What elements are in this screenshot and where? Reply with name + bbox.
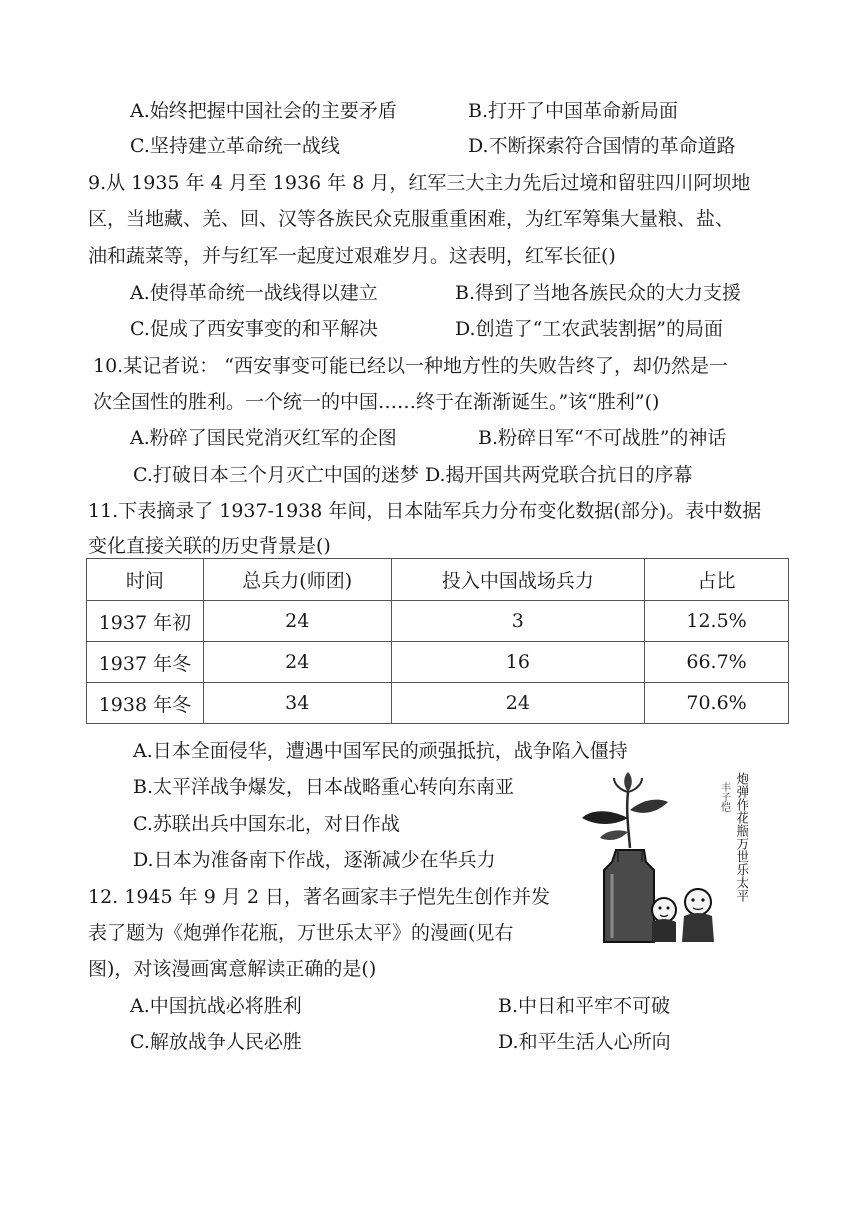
q12-option-c: C.解放战争人民必胜: [130, 1031, 302, 1053]
table-cell: 1937 年初: [87, 601, 204, 642]
table-cell: 24: [391, 683, 645, 724]
q11-option-d: D.日本为准备南下作战，逐渐减少在华兵力: [133, 849, 496, 871]
table-cell: 12.5%: [645, 601, 789, 642]
q9-stem-line3: 油和蔬菜等，并与红军一起度过艰难岁月。这表明，红军长征(): [88, 245, 616, 267]
table-header-row: [87, 559, 789, 601]
table-cell: 66.7%: [645, 642, 789, 683]
q10-stem-line1: 10.某记者说： “西安事变可能已经以一种地方性的失败告终了，却仍然是一: [93, 355, 728, 377]
table-cell: 24: [203, 601, 391, 642]
table-row: [87, 642, 789, 683]
q8-option-c: C.坚持建立革命统一战线: [130, 135, 340, 157]
q11-stem-line1: 11.下表摘录了 1937-1938 年间，日本陆军兵力分布变化数据(部分)。表中数据: [88, 500, 762, 522]
table-header-cell: 占比: [645, 559, 789, 601]
cartoon-inscription: 炮弹作花瓶万世乐太平: [733, 772, 748, 902]
q9-stem-line1: 9.从 1935 年 4 月至 1936 年 8 月，红军三大主力先后过境和留驻四川阿坝地: [88, 172, 751, 194]
q10-option-a: A.粉碎了国民党消灭红军的企图: [130, 427, 397, 449]
shell-vase-cartoon-image: [578, 770, 748, 950]
q12-option-a: A.中国抗战必将胜利: [130, 995, 302, 1017]
q8-option-d: D.不断探索符合国情的革命道路: [468, 135, 736, 157]
q12-stem-line3: 图)，对该漫画寓意解读正确的是(): [88, 958, 377, 980]
table-header-cell: 投入中国战场兵力: [391, 559, 645, 601]
table-cell: 70.6%: [645, 683, 789, 724]
q9-option-b: B.得到了当地各族民众的大力支援: [455, 282, 742, 304]
table-row: [87, 601, 789, 642]
q9-stem-line2: 区，当地藏、羌、回、汉等各族民众克服重重困难，为红军筹集大量粮、盐、: [88, 208, 735, 230]
table-cell: 16: [391, 642, 645, 683]
q11-option-c: C.苏联出兵中国东北，对日作战: [133, 813, 400, 835]
q8-option-b: B.打开了中国革命新局面: [468, 100, 679, 122]
q10-option-cd: C.打破日本三个月灭亡中国的迷梦 D.揭开国共两党联合抗日的序幕: [133, 464, 693, 486]
table-cell: 24: [203, 642, 391, 683]
svg-text:丰子恺: 丰子恺: [718, 782, 730, 812]
q11-stem-line2: 变化直接关联的历史背景是(): [88, 535, 331, 557]
table-row: [87, 683, 789, 724]
q12-stem-line1: 12. 1945 年 9 月 2 日，著名画家丰子恺先生创作并发: [88, 886, 550, 908]
table-cell: 34: [203, 683, 391, 724]
q12-option-d: D.和平生活人心所向: [498, 1031, 671, 1053]
q11-option-b: B.太平洋战争爆发，日本战略重心转向东南亚: [133, 776, 515, 798]
q10-option-b: B.粉碎日军“不可战胜”的神话: [478, 427, 727, 449]
q12-option-b: B.中日和平牢不可破: [498, 995, 671, 1017]
table-cell: 1937 年冬: [87, 642, 204, 683]
q12-stem-line2: 表了题为《炮弹作花瓶，万世乐太平》的漫画(见右: [88, 922, 514, 944]
cartoon-illustration: [578, 770, 748, 950]
table-cell: 1938 年冬: [87, 683, 204, 724]
q9-option-c: C.促成了西安事变的和平解决: [130, 318, 378, 340]
table-header-cell: 总兵力(师团): [203, 559, 391, 601]
q10-stem-line2: 次全国性的胜利。一个统一的中国……终于在渐渐诞生。”该“胜利”(): [93, 391, 660, 413]
q8-option-a: A.始终把握中国社会的主要矛盾: [130, 100, 397, 122]
troop-data-table: [86, 558, 789, 724]
table-cell: 3: [391, 601, 645, 642]
q9-option-a: A.使得革命统一战线得以建立: [130, 282, 378, 304]
q9-option-d: D.创造了“工农武装割据”的局面: [455, 318, 724, 340]
table-header-cell: 时间: [87, 559, 204, 601]
q11-option-a: A.日本全面侵华，遭遇中国军民的顽强抵抗，战争陷入僵持: [133, 740, 628, 762]
